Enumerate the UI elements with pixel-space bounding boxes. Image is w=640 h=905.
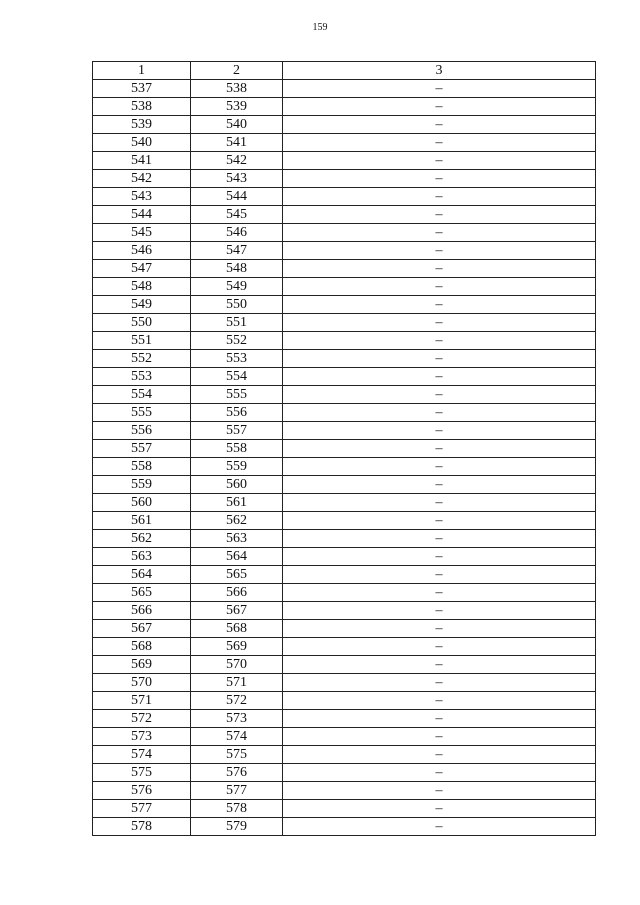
table-cell-col-3: – <box>283 530 596 548</box>
table-cell-col-3: – <box>283 134 596 152</box>
table-row <box>93 620 596 638</box>
table-row <box>93 98 596 116</box>
table-row <box>93 656 596 674</box>
table-cell-col-2: 564 <box>191 548 283 566</box>
table-cell-col-3: – <box>283 224 596 242</box>
table-row <box>93 800 596 818</box>
table-cell-col-1: 552 <box>93 350 191 368</box>
table-row <box>93 638 596 656</box>
table-cell-col-2: 541 <box>191 134 283 152</box>
table-cell-col-3: – <box>283 404 596 422</box>
table-cell-col-2: 540 <box>191 116 283 134</box>
table-row <box>93 746 596 764</box>
table-cell-col-3: – <box>283 260 596 278</box>
table-cell-col-3: – <box>283 476 596 494</box>
data-table <box>92 61 596 836</box>
table-cell-col-3: – <box>283 350 596 368</box>
table-cell-col-1: 537 <box>93 80 191 98</box>
table-cell-col-2: 545 <box>191 206 283 224</box>
table-cell-col-2: 557 <box>191 422 283 440</box>
table-row <box>93 224 596 242</box>
table-cell-col-3: – <box>283 728 596 746</box>
table-cell-col-2: 555 <box>191 386 283 404</box>
table-cell-col-1: 576 <box>93 782 191 800</box>
table-cell-col-3: – <box>283 386 596 404</box>
table-cell-col-2: 542 <box>191 152 283 170</box>
table-cell-col-1: 555 <box>93 404 191 422</box>
table-cell-col-2: 575 <box>191 746 283 764</box>
table-cell-col-2: 549 <box>191 278 283 296</box>
table-cell-col-1: 540 <box>93 134 191 152</box>
table-row <box>93 602 596 620</box>
table-cell-col-2: 551 <box>191 314 283 332</box>
table-row <box>93 296 596 314</box>
table-cell-col-1: 563 <box>93 548 191 566</box>
table-row <box>93 404 596 422</box>
table-cell-col-1: 547 <box>93 260 191 278</box>
table-cell-col-3: – <box>283 800 596 818</box>
table-row <box>93 710 596 728</box>
table-cell-col-2: 567 <box>191 602 283 620</box>
table-cell-col-2: 571 <box>191 674 283 692</box>
table-cell-col-2: 560 <box>191 476 283 494</box>
table-row <box>93 674 596 692</box>
column-header-2: 2 <box>191 62 283 80</box>
table-row <box>93 818 596 836</box>
table-cell-col-1: 556 <box>93 422 191 440</box>
table-cell-col-1: 546 <box>93 242 191 260</box>
header-row <box>93 62 596 80</box>
table-row <box>93 80 596 98</box>
table-cell-col-1: 550 <box>93 314 191 332</box>
table-row <box>93 458 596 476</box>
table-cell-col-2: 568 <box>191 620 283 638</box>
table-cell-col-3: – <box>283 746 596 764</box>
table-header <box>93 62 596 80</box>
table-cell-col-1: 553 <box>93 368 191 386</box>
table-cell-col-2: 547 <box>191 242 283 260</box>
table-row <box>93 764 596 782</box>
table-cell-col-1: 577 <box>93 800 191 818</box>
table-cell-col-3: – <box>283 548 596 566</box>
table-cell-col-1: 541 <box>93 152 191 170</box>
page-number: 159 <box>312 22 328 33</box>
table-cell-col-3: – <box>283 422 596 440</box>
table-row <box>93 782 596 800</box>
table-cell-col-1: 560 <box>93 494 191 512</box>
table-cell-col-3: – <box>283 206 596 224</box>
table-cell-col-3: – <box>283 782 596 800</box>
table-cell-col-1: 557 <box>93 440 191 458</box>
table-cell-col-3: – <box>283 602 596 620</box>
table-cell-col-2: 574 <box>191 728 283 746</box>
table-cell-col-1: 542 <box>93 170 191 188</box>
table-cell-col-3: – <box>283 242 596 260</box>
table-cell-col-2: 552 <box>191 332 283 350</box>
table-cell-col-2: 561 <box>191 494 283 512</box>
table-cell-col-2: 570 <box>191 656 283 674</box>
table-cell-col-3: – <box>283 170 596 188</box>
table-cell-col-2: 563 <box>191 530 283 548</box>
table-cell-col-1: 561 <box>93 512 191 530</box>
table-cell-col-2: 565 <box>191 566 283 584</box>
table-row <box>93 260 596 278</box>
table-row <box>93 476 596 494</box>
table-row <box>93 116 596 134</box>
table-row <box>93 422 596 440</box>
table-body <box>93 80 596 836</box>
table-row <box>93 350 596 368</box>
table-row <box>93 170 596 188</box>
table-row <box>93 692 596 710</box>
table-row <box>93 134 596 152</box>
table-cell-col-2: 554 <box>191 368 283 386</box>
table-cell-col-1: 543 <box>93 188 191 206</box>
table-cell-col-2: 573 <box>191 710 283 728</box>
table-cell-col-3: – <box>283 80 596 98</box>
table-row <box>93 494 596 512</box>
table-cell-col-3: – <box>283 368 596 386</box>
table-cell-col-2: 566 <box>191 584 283 602</box>
table-cell-col-1: 558 <box>93 458 191 476</box>
table-cell-col-3: – <box>283 620 596 638</box>
table-cell-col-1: 575 <box>93 764 191 782</box>
table-cell-col-2: 553 <box>191 350 283 368</box>
table-cell-col-1: 565 <box>93 584 191 602</box>
table-cell-col-3: – <box>283 458 596 476</box>
table-cell-col-1: 572 <box>93 710 191 728</box>
table-cell-col-3: – <box>283 674 596 692</box>
table-cell-col-1: 569 <box>93 656 191 674</box>
table-cell-col-3: – <box>283 314 596 332</box>
table-row <box>93 188 596 206</box>
table-cell-col-2: 546 <box>191 224 283 242</box>
table-cell-col-3: – <box>283 818 596 836</box>
table-cell-col-3: – <box>283 152 596 170</box>
table-row <box>93 386 596 404</box>
table-cell-col-3: – <box>283 764 596 782</box>
table-cell-col-3: – <box>283 692 596 710</box>
table-cell-col-2: 556 <box>191 404 283 422</box>
table-cell-col-1: 554 <box>93 386 191 404</box>
table-cell-col-2: 544 <box>191 188 283 206</box>
table-row <box>93 530 596 548</box>
table-cell-col-3: – <box>283 512 596 530</box>
table-cell-col-3: – <box>283 494 596 512</box>
table-cell-col-2: 576 <box>191 764 283 782</box>
table-row <box>93 242 596 260</box>
table-row <box>93 440 596 458</box>
table-cell-col-1: 551 <box>93 332 191 350</box>
table-cell-col-1: 545 <box>93 224 191 242</box>
table-row <box>93 368 596 386</box>
table-cell-col-3: – <box>283 278 596 296</box>
table-row <box>93 278 596 296</box>
table-cell-col-1: 566 <box>93 602 191 620</box>
column-header-3: 3 <box>283 62 596 80</box>
table-cell-col-1: 559 <box>93 476 191 494</box>
table-row <box>93 728 596 746</box>
table-cell-col-2: 577 <box>191 782 283 800</box>
table-cell-col-3: – <box>283 332 596 350</box>
table-row <box>93 314 596 332</box>
table-cell-col-3: – <box>283 188 596 206</box>
table-row <box>93 548 596 566</box>
table-cell-col-2: 539 <box>191 98 283 116</box>
table-cell-col-3: – <box>283 440 596 458</box>
table-row <box>93 206 596 224</box>
table-cell-col-2: 538 <box>191 80 283 98</box>
table-cell-col-1: 548 <box>93 278 191 296</box>
table-cell-col-1: 574 <box>93 746 191 764</box>
table-row <box>93 584 596 602</box>
table-cell-col-2: 559 <box>191 458 283 476</box>
table-cell-col-2: 579 <box>191 818 283 836</box>
table-cell-col-3: – <box>283 296 596 314</box>
table-cell-col-1: 538 <box>93 98 191 116</box>
table-row <box>93 332 596 350</box>
table-cell-col-1: 567 <box>93 620 191 638</box>
table-cell-col-1: 562 <box>93 530 191 548</box>
table-cell-col-1: 571 <box>93 692 191 710</box>
table-cell-col-3: – <box>283 638 596 656</box>
table-cell-col-3: – <box>283 710 596 728</box>
table-row <box>93 152 596 170</box>
table-cell-col-1: 578 <box>93 818 191 836</box>
table-cell-col-2: 548 <box>191 260 283 278</box>
table-cell-col-3: – <box>283 656 596 674</box>
table-cell-col-1: 544 <box>93 206 191 224</box>
table-cell-col-1: 564 <box>93 566 191 584</box>
table-cell-col-1: 573 <box>93 728 191 746</box>
table-cell-col-2: 572 <box>191 692 283 710</box>
table-cell-col-2: 569 <box>191 638 283 656</box>
table-cell-col-2: 558 <box>191 440 283 458</box>
table-cell-col-1: 568 <box>93 638 191 656</box>
table-cell-col-3: – <box>283 566 596 584</box>
table-cell-col-3: – <box>283 584 596 602</box>
table-cell-col-2: 550 <box>191 296 283 314</box>
table-cell-col-3: – <box>283 116 596 134</box>
table-cell-col-1: 570 <box>93 674 191 692</box>
table-cell-col-2: 562 <box>191 512 283 530</box>
table-cell-col-2: 543 <box>191 170 283 188</box>
table-cell-col-2: 578 <box>191 800 283 818</box>
table-cell-col-1: 539 <box>93 116 191 134</box>
table-cell-col-3: – <box>283 98 596 116</box>
table-row <box>93 566 596 584</box>
column-header-1: 1 <box>93 62 191 80</box>
table-row <box>93 512 596 530</box>
table-cell-col-1: 549 <box>93 296 191 314</box>
